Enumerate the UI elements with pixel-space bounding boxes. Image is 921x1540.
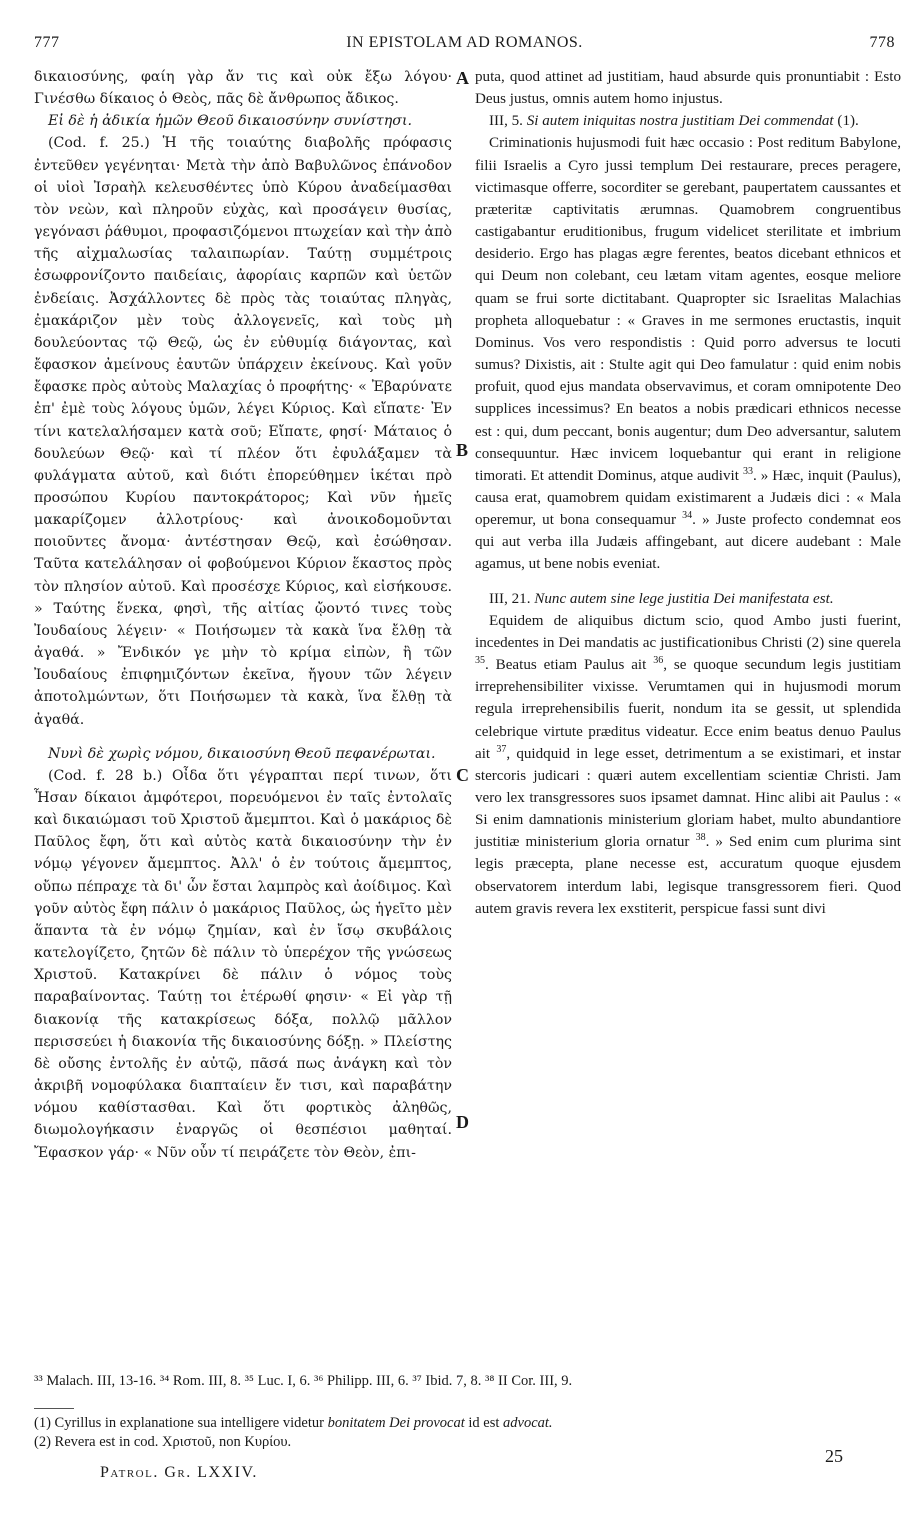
left-page-number: 777 xyxy=(34,34,60,51)
greek-paragraph-1: δικαιοσύνης, φαίη γὰρ ἄν τις καὶ οὐκ ἔξω λόγου· Γινέσθω δίκαιος ὁ Θεὸς, πᾶς δὲ ἄνθρωπος ἄδικος. xyxy=(34,69,452,108)
footnote-ref-35: 35 xyxy=(475,655,485,667)
latin-lemma-2 xyxy=(475,588,901,610)
text-columns xyxy=(34,66,901,1366)
footnote-ref-37: 37 xyxy=(496,743,507,755)
latin-paragraph-2-text-c: . » Juste profecto condemnat eos qui aut verba illa Judæis affingebant, aut dicere audebant : Male agamus, ut bene nobis eveniat. xyxy=(475,512,902,573)
footnote-ref-34: 34 xyxy=(682,510,693,522)
latin-paragraph-3-text-d: , quidquid in lege esset, detrimentum a se existimari, et instar stercoris judicari : quæri autem excellentiam scientiæ Christi. Jam vero lex transgressores suos ipsamet damnat. Hinc alibi ait Paulus : « Si enim damnationis ministerium gloriam habet, multo abundantiore justitiæ ministerium gloria ornatur xyxy=(475,745,901,851)
latin-lemma-1-ref: III, 5. xyxy=(489,113,523,130)
margin-letter-d: D xyxy=(456,1112,469,1132)
sheet-number: 25 xyxy=(825,1446,843,1466)
latin-paragraph-2 xyxy=(475,132,901,575)
greek-lemma-1: Εἰ δὲ ἡ ἀδικία ἡμῶν Θεοῦ δικαιοσύνην συνίστησι. xyxy=(48,113,413,130)
footnote-1-connector: id est xyxy=(468,1415,500,1431)
footnote-ref-33: 33 xyxy=(742,465,753,477)
footnote-1 xyxy=(34,1414,895,1433)
margin-letter-b: B xyxy=(456,440,469,460)
latin-lemma-1 xyxy=(475,110,901,132)
latin-lemma-1-text: Si autem iniquitas nostra justitiam Dei commendat xyxy=(526,113,834,130)
footnote-1-text: (1) Cyrillus in explanatione sua intelligere videtur xyxy=(34,1415,324,1431)
footnote-ref-38: 38 xyxy=(695,832,706,844)
greek-paragraph-2: (Cod. f. 25.) Ἡ τῆς τοιαύτης διαβολῆς πρόφασις ἐντεῦθεν γεγένηται· Μετὰ τὴν ἀπὸ Βαβυλῶνος ἐπάνοδον οἱ υἱοὶ Ἰσραὴλ κελευσθέντες ὑπὸ Κύρου ἀναδείμασθαι τὸν νεὼν, καὶ πληροῦν εὐχὰς, καὶ προσάγειν θυσίας, γεγόνασι ῥάθυμοι, προφασιζόμενοι πτωχείαν καὶ τὴν ἀπὸ τῆς αἰχμαλωσίας ταλαιπωρίαν. Ταύτῃ συμμέτροις ἐσωφρονίζοντο παιδείαις, ἀφορίαις καρπῶν καὶ ὑετῶν ἐνδείαις. Ἀσχάλλοντες δὲ πρὸς τὰς τοιαύτας πληγὰς, ἐμακάριζον μὲν τοὺς ἀλλογενεῖς, καὶ τοὺς μὴ δουλεύοντας τῷ Θεῷ, ὡς ἐν εὐθυμίᾳ διάγοντας, καὶ ἔφασκον ἀμείνους ἑαυτῶν ὑπάρχειν ἐκείνους. Καὶ γοῦν ἔφασκε πρὸς αὐτοὺς Μαλαχίας ὁ προφήτης· « Ἐβαρύνατε ἐπ' ἐμὲ τοὺς λόγους ὑμῶν, λέγει Κύριος. Καὶ εἴπατε· Ἐν τίνι κατελαλήσαμεν κατὰ σοῦ; Εἴπατε, φησί· Μάταιος ὁ δουλεύων Θεῷ· καὶ τί πλέον ὅτι ἐφυλάξαμεν τὰ φυλάγματα αὐτοῦ, καὶ διότι ἐπορεύθημεν ἱκέται πρὸ προσώπου Κυρίου παντοκράτορος; Καὶ νῦν ἡμεῖς μακαρίζομεν ἀλλοτρίους· καὶ ἀνοικοδομοῦνται ποιοῦντες ἄνομα· ἀντέστησαν Θεῷ, καὶ ἐσώθησαν. Ταῦτα κατελάλησαν οἱ φοβούμενοι Κύριον ἕκαστος πρὸς τὸν πλησίον αὐτοῦ. Καὶ προσέσχε Κύριος, καὶ εἰσήκουσε. » Ταύτης ἕνεκα, φησὶ, τῆς αἰτίας ᾤοντό τινες τοὺς Ἰουδαίους λέγειν· « Ποιήσωμεν τὰ κακὰ ἵνα ἔλθῃ τὰ ἀγαθά. » Ἔνδικόν γε μὴν τὸ κρίμα εἰπὼν, ἢ τῶν Ἰουδαίους ἐπιφημιζόντων ἐκεῖνα, ἤγουν τῶν λέγειν ἀποτολμώντων, ὅτι Ποιήσωμεν τὰ κακὰ, ἵνα ἔλθῃ τὰ ἀγαθά. xyxy=(34,135,452,728)
margin-letter-a: A xyxy=(456,68,469,88)
latin-lemma-2-text: Nunc autem sine lege justitia Dei manifestata est. xyxy=(534,590,834,607)
greek-column xyxy=(34,66,452,1164)
right-page-number: 778 xyxy=(869,34,895,51)
latin-paragraph-3-text-b: . Beatus etiam Paulus ait xyxy=(485,657,647,674)
latin-column xyxy=(475,66,901,920)
latin-paragraph-3-text-c: , se quoque secundum legis justitiam irreprehensibiliter vixisse. Verumtamen qui in hujusmodi morum regula irreprehensibilis fuerit, nondum ita se gessit, ut splendida celebrique virtute præditus videatur. Ecce enim beatus denuo Paulus ait xyxy=(475,657,901,762)
volume-signature: Patrol. Gr. LXXIV. xyxy=(100,1464,258,1481)
latin-paragraph-2-text-a: Criminationis hujusmodi fuit hæc occasio : Post reditum Babylone, filii Israelis a Cyro jussi templum Dei restaurare, preces peragere, victimasque offerre, socorditer se gerebant, paupertatem caussantes et præteritæ captivitatis ærumnas. Quamobrem congruentibus castigabantur eruditionibus, frugum videlicet sterilitate et imbrium desiderio. Ergo has plagas ægre ferentes, beatos dicebant ethnicos et qui Deum non colebant, ceu lætam vitam agentes, eosque meliore quam se frui sorte dictitabant. Quapropter sic Israelitas Malachias propheta alloquebatur : « Graves in me sermones eructastis, inquit Dominus. Vos vero respondistis : Quid porro adversus te locuti sumus? Dixistis, ait : Stulte agit qui Deo famulatur : quid enim nobis profuit, quod ejus mandata observavimus, et coram omnipotente Deo supplices incessimus? En beatos a nobis prædicari ethnicos necesse est : qui, dum peccant, bonis augentur; dum Deo adversantur, salutem consequuntur. Hæc invicem loquebantur qui erant in religione timorati. Et attendit Dominus, atque audivit xyxy=(475,135,901,484)
greek-paragraph-3: (Cod. f. 28 b.) Οἶδα ὅτι γέγραπται περί τινων, ὅτι Ἦσαν δίκαιοι ἀμφότεροι, πορευόμενοι ἐν ταῖς ἐντολαῖς καὶ δικαιώμασι τοῦ Χριστοῦ ἄμεμπτοι. Καὶ ὁ μακάριος δὲ Παῦλος ἔφη, ὅτι καὶ αὐτὸς κατὰ δικαιοσύνην τὴν ἐν νόμῳ γέγονεν ἄμεμπτος. Ἀλλ' ὁ ἐν τούτοις ἄμεμπτος, οὔπω πέπραχε τὰ δι' ὧν ἔσται λαμπρὸς καὶ ἀοίδιμος. Καὶ γοῦν αὐτὸς ἔφη πάλιν ὁ μακάριος Παῦλος, ὡς ἡγεῖτο μὲν ἅπαντα τὰ ἐν νόμῳ ζημίαν, καὶ ἐν ἴσῳ σκυβάλοις κατελογίζετο, ζητῶν δὲ πάλιν τὸ ὑπερέχον τῆς γνώσεως Χριστοῦ. Κατακρίνει δὲ πάλιν ὁ νόμος τοὺς παραβαίνοντας. Ταύτῃ τοι ἑτέρωθί φησιν· « Εἰ γὰρ τῇ διακονίᾳ τῆς κατακρίσεως δόξα, πολλῷ μᾶλλον περισσεύει ἡ διακονία τῆς δικαιοσύνης δόξῃ. » Πλείστης δὲ οὔσης ἐντολῆς ἐν αὐτῷ, πᾶσά πως ἀνάγκη καὶ τὸν ἀκριβῆ νομοφύλακα διαπταίειν ἔν τισι, καὶ παραβάτην νόμου καθίστασθαι. Καὶ ὅτι φορτικὸς ἀληθῶς, διωμολογήκασιν ἐναργῶς οἱ θεσπέσιοι μαθηταί. Ἔφασκον γάρ· « Νῦν οὖν τί πειράζετε τὸν Θεὸν, ἐπι- xyxy=(34,767,452,1161)
footnote-1-gloss: advocat. xyxy=(503,1415,553,1431)
running-title: IN EPISTOLAM AD ROMANOS. xyxy=(346,34,583,51)
footnotes xyxy=(34,1414,895,1452)
footnote-ref-36: 36 xyxy=(653,655,664,667)
latin-lemma-1-mark: (1). xyxy=(837,113,859,130)
scripture-references-text: ³³ Malach. III, 13-16. ³⁴ Rom. III, 8. ³⁵ Luc. I, 6. ³⁶ Philipp. III, 6. ³⁷ Ibid. 7, 8. ³⁸ II Cor. III, 9. xyxy=(34,1373,573,1389)
greek-lemma-2: Νυνὶ δὲ χωρὶς νόμου, δικαιοσύνη Θεοῦ πεφανέρωται. xyxy=(48,745,436,762)
latin-paragraph-3-text-e: . » Sed enim cum plurima sint legis præcepta, plane necesse est, accuratum quoque ejusdem observatorem interdum labi, legisque transgressorem fieri. Quod autem gravis revera lex exstiterit, perspicue fassi sunt divi xyxy=(475,834,901,917)
latin-paragraph-3-text-a: Equidem de aliquibus dictum scio, quod Ambo justi fuerint, incedentes in Dei mandatis ac justificationibus Christi (2) sine querela xyxy=(475,612,901,651)
page-header xyxy=(34,34,895,58)
latin-paragraph-1: puta, quod attinet ad justitiam, haud absurde quis pronuntiabit : Esto Deus justus, omnis autem homo injustus. xyxy=(475,69,901,108)
scripture-references xyxy=(34,1372,895,1391)
latin-lemma-2-ref: III, 21. xyxy=(489,590,531,607)
margin-letter-c: C xyxy=(456,765,469,785)
footnote-1-quote: bonitatem Dei provocat xyxy=(327,1415,465,1431)
footnote-2: (2) Revera est in cod. Χριστοῦ, non Κυρίου. xyxy=(34,1434,292,1450)
latin-paragraph-2-text-b: . » Hæc, inquit (Paulus), causa erat, quamobrem quidam existimarent a Judæis dici : « Mala operemur, ut bona consequamur xyxy=(475,467,901,529)
latin-paragraph-3 xyxy=(475,610,901,920)
footnote-rule xyxy=(34,1408,74,1409)
